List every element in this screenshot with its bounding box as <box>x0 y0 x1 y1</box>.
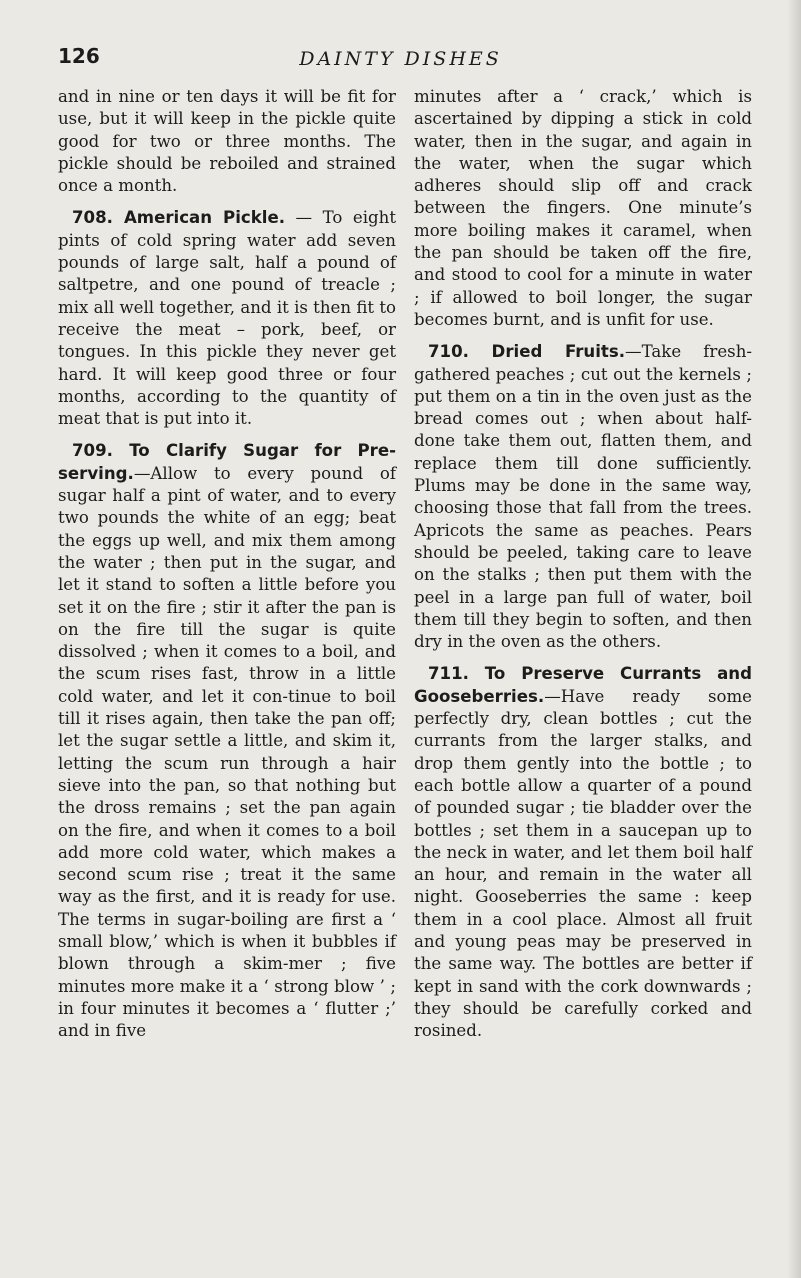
recipe-heading: 709. To Clarify Sugar for Pre-serving. <box>58 441 396 483</box>
recipe-text: —Allow to every pound of sugar half a pint of water, and to every two pounds the white of an egg; beat the eggs up well, and mix them among the water ; then put in the sugar, and let it stand to soften a little before you set it on the fire ; stir it after the pan is on the fire till the sugar is quite dissolved ; when it comes to a boil, and the scum rises fast, throw in a little cold water, and let it con-tinue to boil till it rises again, then take the pan off; let the sugar settle a little, and skim it, letting the scum run through a hair sieve into the pan, so that nothing but the dross remains ; set the pan again on the fire, and when it comes to a boil add more cold water, which makes a second scum rise ; treat it the same way as the first, and it is ready for use. The terms in sugar-boiling are first a ‘ small blow,’ which is when it bubbles if blown through a skim-mer ; five minutes more make it a ‘ strong blow ’ ; in four minutes it becomes a ‘ flutter ;’ and in five <box>58 463 396 1041</box>
recipe-709 <box>58 440 396 1042</box>
page-number: 126 <box>58 44 100 68</box>
recipe-heading: 711. To Preserve Currants and Gooseberries. <box>414 664 752 706</box>
recipe-text: — To eight pints of cold spring water add seven pounds of large salt, half a pound of saltpetre, and one pound of treacle ; mix all well together, and it is then fit to receive the meat – pork, beef, or tongues. In this pickle they never get hard. It will keep good three or four months, according to the quantity of meat that is put into it. <box>58 208 396 429</box>
recipe-heading: 708. American Pickle. <box>72 208 286 228</box>
running-title: DAINTY DISHES <box>299 48 502 70</box>
recipe-heading: 710. Dried Fruits. <box>428 342 626 362</box>
running-head <box>0 38 801 68</box>
continued-paragraph: minutes after a ‘ crack,’ which is ascertained by dipping a stick in cold water, then in the sugar, and again in the water, when the sugar which adheres should slip off and crack between the fingers. One minute’s more boiling makes it caramel, when the pan should be taken off the fire, and stood to cool for a minute in water ; if allowed to boil longer, the sugar becomes burnt, and is unfit for use. <box>414 87 752 329</box>
recipe-710 <box>414 341 752 653</box>
recipe-708 <box>58 207 396 430</box>
continued-paragraph: and in nine or ten days it will be fit for use, but it will keep in the pickle quite good for two or three months. The pickle should be reboiled and strained once a month. <box>58 87 396 196</box>
recipe-text: —Have ready some perfectly dry, clean bottles ; cut the currants from the larger stalks, and drop them gently into the bottle ; to each bottle allow a quarter of a pound of pounded sugar ; tie bladder over the bottles ; set them in a saucepan up to the neck in water, and let them boil half an hour, and remain in the water all night. Gooseberries the same : keep them in a cool place. Almost all fruit and young peas may be preserved in the same way. The bottles are better if kept in sand with the cork downwards ; they should be carefully corked and rosined. <box>414 686 752 1041</box>
left-column <box>58 86 396 1052</box>
recipe-text: —Take fresh-gathered peaches ; cut out the kernels ; put them on a tin in the oven just as the bread comes out ; when about half-done take them out, flatten them, and replace them till done sufficiently. Plums may be done in the same way, choosing those that fall from the trees. Apricots the same as peaches. Pears should be peeled, taking care to leave on the stalks ; then put them with the peel in a large pan full of water, boil them till they begin to soften, and then dry in the oven as the others. <box>414 342 752 652</box>
recipe-711 <box>414 663 752 1042</box>
right-column <box>414 86 752 1052</box>
page-edge-shadow <box>787 0 801 1278</box>
